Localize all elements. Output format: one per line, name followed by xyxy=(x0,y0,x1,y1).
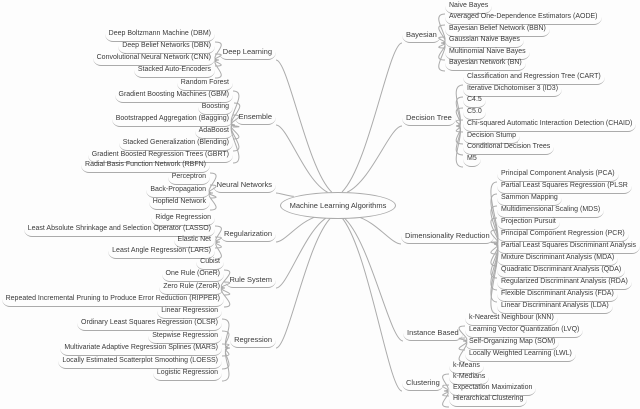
leaf-node-principal-component-regression-pcr[interactable]: Principal Component Regression (PCR) xyxy=(497,228,629,242)
connector-line xyxy=(276,125,328,192)
leaf-node-partial-least-squares-discriminant-analysis[interactable]: Partial Least Squares Discriminant Analysis xyxy=(497,240,640,254)
branch-label-decision-tree[interactable]: Decision Tree xyxy=(402,112,456,126)
leaf-node-radial-basis-function-network-rbfn[interactable]: Radial Basis Function Network (RBFN) xyxy=(81,159,210,173)
leaf-node-bootstrapped-aggregation-bagging[interactable]: Bootstrapped Aggregation (Bagging) xyxy=(112,113,233,127)
leaf-node-gradient-boosting-machines-gbm[interactable]: Gradient Boosting Machines (GBM) xyxy=(115,89,234,103)
leaf-node-flexible-discriminant-analysis-fda[interactable]: Flexible Discriminant Analysis (FDA) xyxy=(497,288,618,302)
central-topic[interactable]: Machine Learning Algorithms xyxy=(280,192,396,219)
leaf-node-linear-regression[interactable]: Linear Regression xyxy=(157,305,222,319)
connector-line xyxy=(276,216,318,242)
branch-label-deep-learning[interactable]: Deep Learning xyxy=(219,46,276,60)
leaf-node-bayesian-network-bn[interactable]: Bayesian Network (BN) xyxy=(445,57,526,71)
connector-line xyxy=(276,217,332,348)
branch-label-regularization[interactable]: Regularization xyxy=(220,228,276,242)
leaf-node-m5[interactable]: M5 xyxy=(463,153,481,167)
leaf-node-ridge-regression[interactable]: Ridge Regression xyxy=(151,212,215,226)
leaf-node-deep-belief-networks-dbn[interactable]: Deep Belief Networks (DBN) xyxy=(118,40,215,54)
leaf-node-stepwise-regression[interactable]: Stepwise Regression xyxy=(148,330,222,344)
leaf-node-decision-stump[interactable]: Decision Stump xyxy=(463,130,520,144)
leaf-node-expectation-maximization[interactable]: Expectation Maximization xyxy=(449,382,536,396)
leaf-node-locally-weighted-learning-lwl[interactable]: Locally Weighted Learning (LWL) xyxy=(465,348,576,362)
leaf-node-projection-pursuit[interactable]: Projection Pursuit xyxy=(497,216,560,230)
leaf-node-hierarchical-clustering[interactable]: Hierarchical Clustering xyxy=(449,393,527,407)
leaf-node-multidimensional-scaling-mds[interactable]: Multidimensional Scaling (MDS) xyxy=(497,204,604,218)
leaf-node-gaussian-naive-bayes[interactable]: Gaussian Naive Bayes xyxy=(445,34,524,48)
leaf-node-partial-least-squares-regression-plsr[interactable]: Partial Least Squares Regression (PLSR xyxy=(497,180,632,194)
leaf-node-cubist[interactable]: Cubist xyxy=(196,256,224,270)
leaf-node-principal-component-analysis-pca[interactable]: Principal Component Analysis (PCA) xyxy=(497,168,619,182)
leaf-node-bayesian-belief-network-bbn[interactable]: Bayesian Belief Network (BBN) xyxy=(445,23,550,37)
leaf-node-boosting[interactable]: Boosting xyxy=(198,101,233,115)
leaf-node-deep-boltzmann-machine-dbm[interactable]: Deep Boltzmann Machine (DBM) xyxy=(105,28,215,42)
connector-line xyxy=(276,217,328,288)
branch-label-rule-system[interactable]: Rule System xyxy=(225,274,276,288)
leaf-node-locally-estimated-scatterplot-smoothing-loess[interactable]: Locally Estimated Scatterplot Smoothing (LOESS) xyxy=(58,355,222,369)
leaf-node-stacked-auto-encoders[interactable]: Stacked Auto-Encoders xyxy=(134,64,215,78)
branch-label-bayesian[interactable]: Bayesian xyxy=(402,29,441,43)
leaf-node-stacked-generalization-blending[interactable]: Stacked Generalization (Blending) xyxy=(119,137,233,151)
branch-label-ensemble[interactable]: Ensemble xyxy=(235,111,276,125)
connector-line xyxy=(356,216,401,244)
leaf-node-convolutional-neural-network-cnn[interactable]: Convolutional Neural Network (CNN) xyxy=(93,52,215,66)
leaf-node-averaged-one-dependence-estimators-aode[interactable]: Averaged One-Dependence Estimators (AODE) xyxy=(445,11,602,25)
leaf-node-one-rule-oner[interactable]: One Rule (OneR) xyxy=(162,268,224,282)
leaf-node-k-means[interactable]: k-Means xyxy=(449,360,484,374)
leaf-node-c5-0[interactable]: C5.0 xyxy=(463,106,486,120)
leaf-node-sammon-mapping[interactable]: Sammon Mapping xyxy=(497,192,562,206)
leaf-node-least-absolute-shrinkage-and-selection-operator-lasso[interactable]: Least Absolute Shrinkage and Selection Operator (LASSO) xyxy=(24,223,215,237)
leaf-node-perceptron[interactable]: Perceptron xyxy=(168,171,210,185)
leaf-node-hopfield-network[interactable]: Hopfield Network xyxy=(149,196,210,210)
leaf-node-zero-rule-zeror[interactable]: Zero Rule (ZeroR) xyxy=(159,281,224,295)
leaf-node-k-nearest-neighbour-knn[interactable]: k-Nearest Neighbour (kNN) xyxy=(465,312,558,326)
connector-line xyxy=(347,126,402,192)
leaf-node-logistic-regression[interactable]: Logistic Regression xyxy=(153,367,222,381)
leaf-node-multivariate-adaptive-regression-splines-mars[interactable]: Multivariate Adaptive Regression Splines (MARS) xyxy=(60,342,222,356)
connector-line xyxy=(342,43,402,192)
leaf-node-classification-and-regression-tree-cart[interactable]: Classification and Regression Tree (CART) xyxy=(463,71,605,85)
branch-label-clustering[interactable]: Clustering xyxy=(402,377,444,391)
leaf-node-regularized-discriminant-analysis-rda[interactable]: Regularized Discriminant Analysis (RDA) xyxy=(497,276,632,290)
branch-label-regression[interactable]: Regression xyxy=(230,334,276,348)
leaf-node-linear-discriminant-analysis-lda[interactable]: Linear Discriminant Analysis (LDA) xyxy=(497,300,613,314)
leaf-node-ordinary-least-squares-regression-olsr[interactable]: Ordinary Least Squares Regression (OLSR) xyxy=(77,317,222,331)
leaf-node-k-medians[interactable]: k-Medians xyxy=(449,371,489,385)
branch-label-dimensionality-reduction[interactable]: Dimensionality Reduction xyxy=(401,230,494,244)
leaf-node-mixture-discriminant-analysis-mda[interactable]: Mixture Discriminant Analysis (MDA) xyxy=(497,252,618,266)
leaf-node-repeated-incremental-pruning-to-produce-error-reduction-ripper[interactable]: Repeated Incremental Pruning to Produce Error Reduction (RIPPER) xyxy=(2,293,224,307)
branch-label-neural-networks[interactable]: Neural Networks xyxy=(213,179,276,193)
leaf-node-learning-vector-quantization-lvq[interactable]: Learning Vector Quantization (LVQ) xyxy=(465,324,583,338)
leaf-node-quadratic-discriminant-analysis-qda[interactable]: Quadratic Discriminant Analysis (QDA) xyxy=(497,264,625,278)
connector-line xyxy=(276,60,332,192)
connector-line xyxy=(276,193,294,196)
leaf-node-elastic-net[interactable]: Elastic Net xyxy=(174,234,215,248)
leaf-node-gradient-boosted-regression-trees-gbrt[interactable]: Gradient Boosted Regression Trees (GBRT) xyxy=(88,149,233,163)
leaf-node-chi-squared-automatic-interaction-detection-chaid[interactable]: Chi-squared Automatic Interaction Detection (CHAID) xyxy=(463,118,636,132)
leaf-node-back-propagation[interactable]: Back-Propagation xyxy=(146,184,210,198)
leaf-node-c4-5[interactable]: C4.5 xyxy=(463,94,486,108)
branch-label-instance-based[interactable]: Instance Based xyxy=(403,327,463,341)
leaf-node-naive-bayes[interactable]: Naive Bayes xyxy=(445,0,492,14)
leaf-node-random-forest[interactable]: Random Forest xyxy=(177,77,233,91)
leaf-node-conditional-decision-trees[interactable]: Conditional Decision Trees xyxy=(463,141,554,155)
leaf-node-least-angle-regression-lars[interactable]: Least Angle Regression (LARS) xyxy=(108,245,215,259)
connector-line xyxy=(341,217,402,391)
leaf-node-iterative-dichotomiser-3-id3[interactable]: Iterative Dichotomiser 3 (ID3) xyxy=(463,83,562,97)
leaf-node-self-organizing-map-som[interactable]: Self-Organizing Map (SOM) xyxy=(465,336,559,350)
leaf-node-adaboost[interactable]: AdaBoost xyxy=(195,125,233,139)
leaf-node-multinomial-naive-bayes[interactable]: Multinomial Naive Bayes xyxy=(445,46,530,60)
